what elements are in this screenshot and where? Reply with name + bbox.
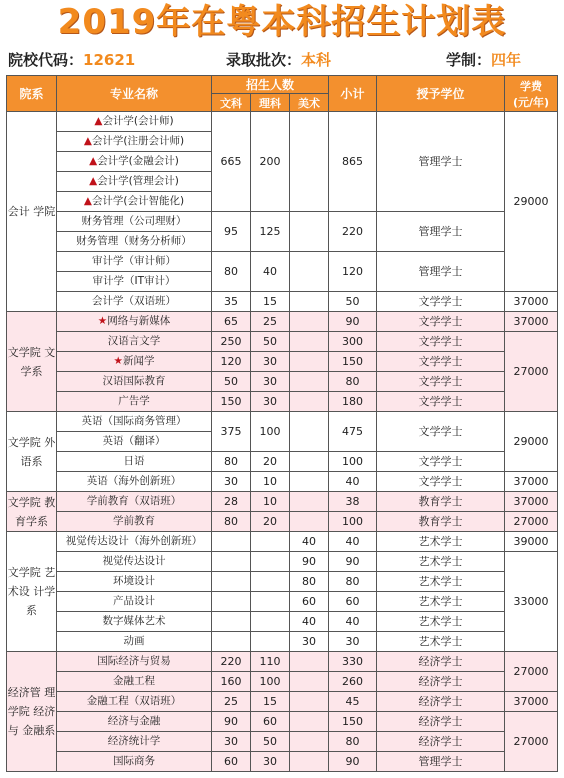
major-name: 视觉传达设计	[57, 552, 212, 572]
count-subtotal: 220	[329, 212, 377, 252]
degree: 艺术学士	[377, 612, 505, 632]
count-subtotal: 150	[329, 352, 377, 372]
major-name: 财务管理（公司理财）	[57, 212, 212, 232]
table-row	[7, 212, 558, 232]
count-wenke: 60	[212, 752, 251, 772]
degree: 文学学士	[377, 392, 505, 412]
count-wenke: 80	[212, 512, 251, 532]
major-name: 动画	[57, 632, 212, 652]
major-name: 国际商务	[57, 752, 212, 772]
count-subtotal: 40	[329, 612, 377, 632]
degree: 文学学士	[377, 292, 505, 312]
count-like	[251, 612, 290, 632]
count-like: 100	[251, 672, 290, 692]
count-subtotal: 180	[329, 392, 377, 412]
count-subtotal: 38	[329, 492, 377, 512]
tuition-fee: 27000	[505, 652, 558, 692]
major-name: 环境设计	[57, 572, 212, 592]
major-name: 金融工程（双语班）	[57, 692, 212, 712]
count-like: 10	[251, 492, 290, 512]
college-name: 文学院 文学系	[7, 312, 57, 412]
count-like: 20	[251, 512, 290, 532]
count-meishu: 40	[290, 532, 329, 552]
count-meishu: 60	[290, 592, 329, 612]
major-name: 英语（海外创新班）	[57, 472, 212, 492]
count-like: 30	[251, 392, 290, 412]
college-name: 文学院 外语系	[7, 412, 57, 492]
table-row	[7, 492, 558, 512]
degree: 艺术学士	[377, 532, 505, 552]
major-name: ▲会计学(会计智能化)	[57, 192, 212, 212]
major-name: 经济统计学	[57, 732, 212, 752]
count-like	[251, 572, 290, 592]
admission-batch: 录取批次：本科	[226, 51, 332, 69]
count-subtotal: 330	[329, 652, 377, 672]
count-like: 100	[251, 412, 290, 452]
count-meishu	[290, 312, 329, 332]
count-wenke: 375	[212, 412, 251, 452]
major-name: 汉语言文学	[57, 332, 212, 352]
count-wenke: 28	[212, 492, 251, 512]
count-wenke: 30	[212, 732, 251, 752]
degree: 文学学士	[377, 312, 505, 332]
major-name: 金融工程	[57, 672, 212, 692]
degree: 管理学士	[377, 752, 505, 772]
college-group	[7, 412, 558, 492]
table-row	[7, 672, 558, 692]
degree: 文学学士	[377, 412, 505, 452]
major-name: 审计学（审计师）	[57, 252, 212, 272]
table-row	[7, 412, 558, 432]
count-wenke: 250	[212, 332, 251, 352]
college-name: 文学院 教育学系	[7, 492, 57, 532]
count-meishu: 30	[290, 632, 329, 652]
count-subtotal: 90	[329, 752, 377, 772]
table-row	[7, 652, 558, 672]
count-meishu	[290, 292, 329, 312]
major-name: 产品设计	[57, 592, 212, 612]
major-name: ▲会计学(会计师)	[57, 112, 212, 132]
major-name: 国际经济与贸易	[57, 652, 212, 672]
count-meishu	[290, 512, 329, 532]
table-row	[7, 552, 558, 572]
count-like	[251, 552, 290, 572]
table-row	[7, 372, 558, 392]
major-name: 经济与金融	[57, 712, 212, 732]
major-name: 汉语国际教育	[57, 372, 212, 392]
count-subtotal: 100	[329, 512, 377, 532]
count-subtotal: 260	[329, 672, 377, 692]
count-meishu	[290, 372, 329, 392]
degree: 管理学士	[377, 252, 505, 292]
count-like: 20	[251, 452, 290, 472]
table-row	[7, 572, 558, 592]
count-meishu	[290, 252, 329, 292]
tuition-fee: 27000	[505, 512, 558, 532]
count-like: 30	[251, 372, 290, 392]
count-wenke: 90	[212, 712, 251, 732]
count-wenke: 80	[212, 452, 251, 472]
college-name: 经济管 理学院 经济与 金融系	[7, 652, 57, 772]
college-group	[7, 652, 558, 772]
count-subtotal: 50	[329, 292, 377, 312]
header-college: 院系	[7, 76, 57, 112]
count-like	[251, 532, 290, 552]
count-wenke	[212, 612, 251, 632]
major-name: 英语（翻译）	[57, 432, 212, 452]
table-row	[7, 392, 558, 412]
count-wenke: 25	[212, 692, 251, 712]
degree: 艺术学士	[377, 572, 505, 592]
header-degree: 授予学位	[377, 76, 505, 112]
count-like: 30	[251, 352, 290, 372]
school-code: 院校代码：12621	[8, 51, 136, 69]
count-wenke	[212, 632, 251, 652]
header-meishu: 美术	[290, 94, 329, 112]
count-wenke: 80	[212, 252, 251, 292]
count-like: 50	[251, 332, 290, 352]
count-meishu	[290, 672, 329, 692]
table-header	[7, 76, 558, 112]
count-meishu	[290, 492, 329, 512]
degree: 文学学士	[377, 352, 505, 372]
count-subtotal: 30	[329, 632, 377, 652]
count-meishu	[290, 412, 329, 452]
count-like: 110	[251, 652, 290, 672]
major-name: 学前教育	[57, 512, 212, 532]
table-row	[7, 712, 558, 732]
college-name: 文学院 艺术设 计学系	[7, 532, 57, 652]
degree: 经济学士	[377, 712, 505, 732]
degree: 经济学士	[377, 732, 505, 752]
tuition-fee: 37000	[505, 472, 558, 492]
count-subtotal: 80	[329, 572, 377, 592]
page-title: 2019年在粤本科招生计划表	[57, 2, 507, 42]
major-name: ▲会计学(金融会计)	[57, 152, 212, 172]
major-name: 会计学（双语班）	[57, 292, 212, 312]
count-meishu	[290, 452, 329, 472]
major-name: 视觉传达设计（海外创新班）	[57, 532, 212, 552]
header-fee: 学费 (元/年)	[505, 76, 558, 112]
college-group	[7, 312, 558, 412]
count-meishu: 80	[290, 572, 329, 592]
count-subtotal: 90	[329, 552, 377, 572]
count-subtotal: 150	[329, 712, 377, 732]
count-like: 40	[251, 252, 290, 292]
count-subtotal: 60	[329, 592, 377, 612]
count-like: 10	[251, 472, 290, 492]
major-name: 学前教育（双语班）	[57, 492, 212, 512]
count-like: 50	[251, 732, 290, 752]
college-group	[7, 492, 558, 532]
count-meishu	[290, 472, 329, 492]
count-like: 15	[251, 292, 290, 312]
count-meishu	[290, 652, 329, 672]
count-wenke: 665	[212, 112, 251, 212]
count-meishu: 90	[290, 552, 329, 572]
count-meishu	[290, 212, 329, 252]
count-meishu	[290, 332, 329, 352]
degree: 艺术学士	[377, 592, 505, 612]
count-wenke	[212, 592, 251, 612]
count-subtotal: 300	[329, 332, 377, 352]
tuition-fee: 29000	[505, 412, 558, 472]
tuition-fee: 37000	[505, 312, 558, 332]
degree: 教育学士	[377, 512, 505, 532]
major-name: 英语（国际商务管理）	[57, 412, 212, 432]
college-group	[7, 532, 558, 652]
count-subtotal: 100	[329, 452, 377, 472]
count-wenke: 50	[212, 372, 251, 392]
major-name: ★网络与新媒体	[57, 312, 212, 332]
degree: 经济学士	[377, 672, 505, 692]
count-wenke: 220	[212, 652, 251, 672]
table-row	[7, 532, 558, 552]
count-subtotal: 40	[329, 532, 377, 552]
table-row	[7, 632, 558, 652]
header-like: 理科	[251, 94, 290, 112]
degree: 文学学士	[377, 452, 505, 472]
count-subtotal: 80	[329, 372, 377, 392]
count-meishu	[290, 352, 329, 372]
table-row	[7, 352, 558, 372]
degree: 艺术学士	[377, 632, 505, 652]
count-meishu	[290, 732, 329, 752]
count-meishu	[290, 712, 329, 732]
header-plan: 招生人数	[212, 76, 329, 94]
table-row	[7, 472, 558, 492]
count-subtotal: 865	[329, 112, 377, 212]
count-subtotal: 80	[329, 732, 377, 752]
count-like: 200	[251, 112, 290, 212]
tuition-fee: 39000	[505, 532, 558, 552]
table-row	[7, 292, 558, 312]
count-like: 125	[251, 212, 290, 252]
count-subtotal: 45	[329, 692, 377, 712]
tuition-fee: 29000	[505, 112, 558, 292]
degree: 经济学士	[377, 652, 505, 672]
major-name: ▲会计学(注册会计师)	[57, 132, 212, 152]
header-wenke: 文科	[212, 94, 251, 112]
count-wenke	[212, 572, 251, 592]
count-like	[251, 592, 290, 612]
count-like: 25	[251, 312, 290, 332]
major-name: ▲会计学(管理会计)	[57, 172, 212, 192]
table-row	[7, 512, 558, 532]
header-major: 专业名称	[57, 76, 212, 112]
tuition-fee: 37000	[505, 692, 558, 712]
degree: 文学学士	[377, 472, 505, 492]
count-like: 15	[251, 692, 290, 712]
degree: 文学学士	[377, 332, 505, 352]
table-row	[7, 312, 558, 332]
tuition-fee: 27000	[505, 332, 558, 412]
major-name: 财务管理（财务分析师）	[57, 232, 212, 252]
count-meishu	[290, 692, 329, 712]
info-bar	[8, 48, 556, 72]
table-row	[7, 252, 558, 272]
count-wenke: 160	[212, 672, 251, 692]
degree: 管理学士	[377, 212, 505, 252]
table-row	[7, 452, 558, 472]
count-like	[251, 632, 290, 652]
count-wenke	[212, 532, 251, 552]
tuition-fee: 37000	[505, 292, 558, 312]
major-name: 审计学（IT审计）	[57, 272, 212, 292]
count-meishu: 40	[290, 612, 329, 632]
study-duration: 学制：四年	[446, 51, 522, 69]
table-row	[7, 112, 558, 132]
table-row	[7, 692, 558, 712]
degree: 文学学士	[377, 372, 505, 392]
table-row	[7, 752, 558, 772]
count-meishu	[290, 752, 329, 772]
count-meishu	[290, 112, 329, 212]
major-name: 数字媒体艺术	[57, 612, 212, 632]
count-wenke: 120	[212, 352, 251, 372]
degree: 艺术学士	[377, 552, 505, 572]
tuition-fee: 33000	[505, 552, 558, 652]
major-name: 日语	[57, 452, 212, 472]
header-subtotal: 小计	[329, 76, 377, 112]
count-wenke	[212, 552, 251, 572]
count-subtotal: 90	[329, 312, 377, 332]
tuition-fee: 37000	[505, 492, 558, 512]
count-wenke: 65	[212, 312, 251, 332]
college-group	[7, 112, 558, 312]
tuition-fee: 27000	[505, 712, 558, 772]
table-row	[7, 332, 558, 352]
major-name: ★新闻学	[57, 352, 212, 372]
count-wenke: 150	[212, 392, 251, 412]
degree: 教育学士	[377, 492, 505, 512]
count-wenke: 35	[212, 292, 251, 312]
table-row	[7, 612, 558, 632]
count-subtotal: 40	[329, 472, 377, 492]
count-subtotal: 120	[329, 252, 377, 292]
count-subtotal: 475	[329, 412, 377, 452]
college-name: 会计 学院	[7, 112, 57, 312]
degree: 经济学士	[377, 692, 505, 712]
degree: 管理学士	[377, 112, 505, 212]
major-name: 广告学	[57, 392, 212, 412]
count-like: 30	[251, 752, 290, 772]
count-meishu	[290, 392, 329, 412]
count-wenke: 95	[212, 212, 251, 252]
table-row	[7, 732, 558, 752]
enrollment-plan-table	[6, 75, 558, 772]
count-wenke: 30	[212, 472, 251, 492]
count-like: 60	[251, 712, 290, 732]
table-row	[7, 592, 558, 612]
